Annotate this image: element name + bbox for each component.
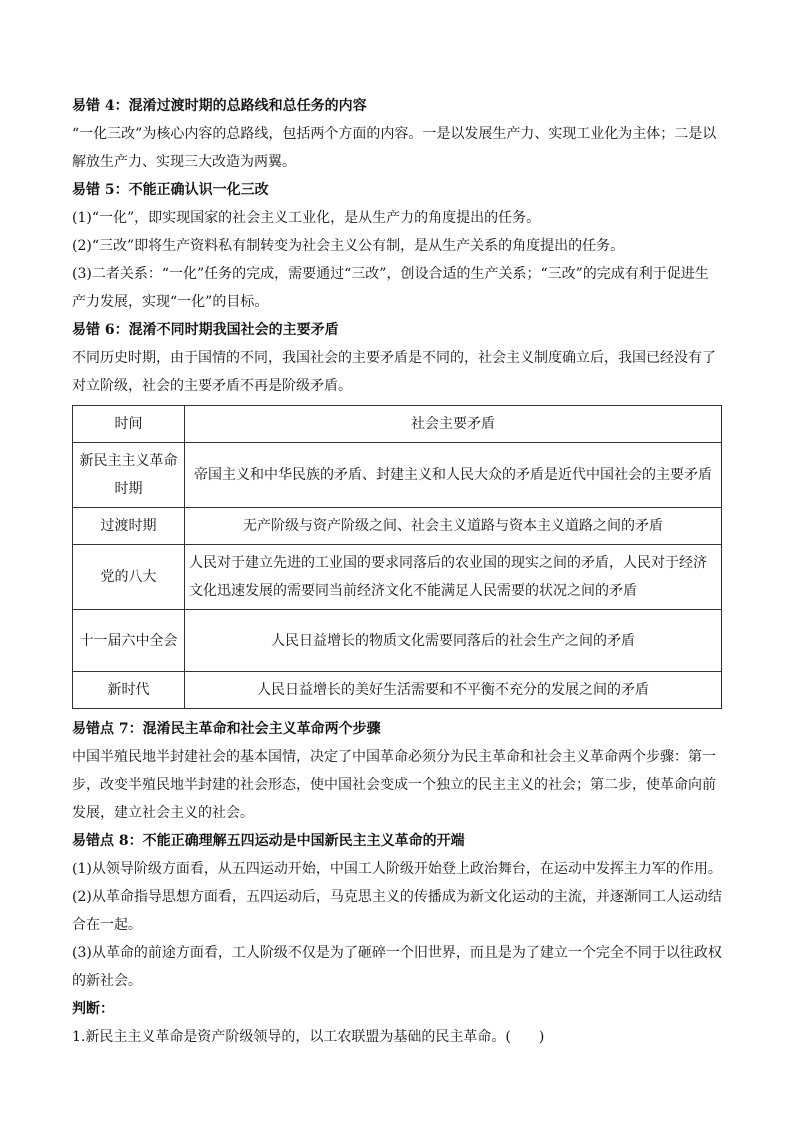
table-header-contradiction: 社会主要矛盾 <box>185 406 722 443</box>
table-cell-contradiction: 帝国主义和中华民族的矛盾、封建主义和人民大众的矛盾是近代中国社会的主要矛盾 <box>185 443 722 508</box>
error5-item-3: (3)二者关系：“一化”任务的完成，需要通过“三改”，创设合适的生产关系；“三改”的完成有利于促进生产力发展，实现“一化”的目标。 <box>72 266 709 310</box>
error8-item-2: (2)从革命指导思想方面看，五四运动后，马克思主义的传播成为新文化运动的主流，并逐渐同工人运动结合在一起。 <box>72 889 722 933</box>
error6-text: 不同历史时期，由于国情的不同，我国社会的主要矛盾是不同的，社会主义制度确立后，我国已经没有了对立阶级，社会的主要矛盾不再是阶级矛盾。 <box>72 350 716 394</box>
error5-heading: 易错 5：不能正确认识一化三改 <box>72 182 269 198</box>
error8-item-1: (1)从领导阶级方面看，从五四运动开始，中国工人阶级开始登上政治舞台，在运动中发挥主力军的作用。 <box>72 861 722 877</box>
error5-item-1: (1)“一化”，即实现国家的社会主义工业化，是从生产力的角度提出的任务。 <box>72 210 541 226</box>
table-header-time: 时间 <box>73 406 185 443</box>
error8-heading: 易错点 8：不能正确理解五四运动是中国新民主主义革命的开端 <box>72 833 465 849</box>
table-header-row <box>73 406 722 443</box>
table-cell-contradiction: 人民日益增长的美好生活需要和不平衡不充分的发展之间的矛盾 <box>185 672 722 709</box>
table-row <box>73 545 722 610</box>
error4-heading: 易错 4：混淆过渡时期的总路线和总任务的内容 <box>72 98 367 114</box>
table-cell-contradiction: 无产阶级与资产阶级之间、社会主义道路与资本主义道路之间的矛盾 <box>185 508 722 545</box>
error7-text: 中国半殖民地半封建社会的基本国情，决定了中国革命必须分为民主革命和社会主义革命两个步骤：第一步，改变半殖民地半封建的社会形态，使中国社会变成一个独立的民主主义的社会；第二步，使革命向前发展，建立社会主义的社会。 <box>72 749 716 821</box>
contradiction-table <box>72 405 722 709</box>
judge-heading: 判断： <box>72 1001 114 1017</box>
error4-text: “一化三改”为核心内容的总路线，包括两个方面的内容。一是以发展生产力、实现工业化为主体；二是以解放生产力、实现三大改造为两翼。 <box>72 126 717 170</box>
error7-heading: 易错点 7：混淆民主革命和社会主义革命两个步骤 <box>72 721 381 737</box>
error8-item-3: (3)从革命的前途方面看，工人阶级不仅是为了砸碎一个旧世界，而且是为了建立一个完全不同于以往政权的新社会。 <box>72 945 722 989</box>
table-row <box>73 610 722 672</box>
table-row <box>73 443 722 508</box>
table-cell-period: 新民主主义革命时期 <box>73 443 185 508</box>
error6-heading: 易错 6：混淆不同时期我国社会的主要矛盾 <box>72 322 339 338</box>
table-row <box>73 672 722 709</box>
table-cell-period: 过渡时期 <box>73 508 185 545</box>
table-cell-period: 党的八大 <box>73 545 185 610</box>
document-page <box>72 92 722 1051</box>
table-cell-contradiction: 人民对于建立先进的工业国的要求同落后的农业国的现实之间的矛盾，人民对于经济文化迅速发展的需要同当前经济文化不能满足人民需要的状况之间的矛盾 <box>185 545 722 610</box>
table-cell-contradiction: 人民日益增长的物质文化需要同落后的社会生产之间的矛盾 <box>185 610 722 672</box>
error5-item-2: (2)“三改”即将生产资料私有制转变为社会主义公有制，是从生产关系的角度提出的任务。 <box>72 238 625 254</box>
table-cell-period: 新时代 <box>73 672 185 709</box>
table-row <box>73 508 722 545</box>
table-cell-period: 十一届六中全会 <box>73 610 185 672</box>
judge-question-1: 1.新民主主义革命是资产阶级领导的，以工农联盟为基础的民主革命。( ) <box>72 1029 545 1045</box>
